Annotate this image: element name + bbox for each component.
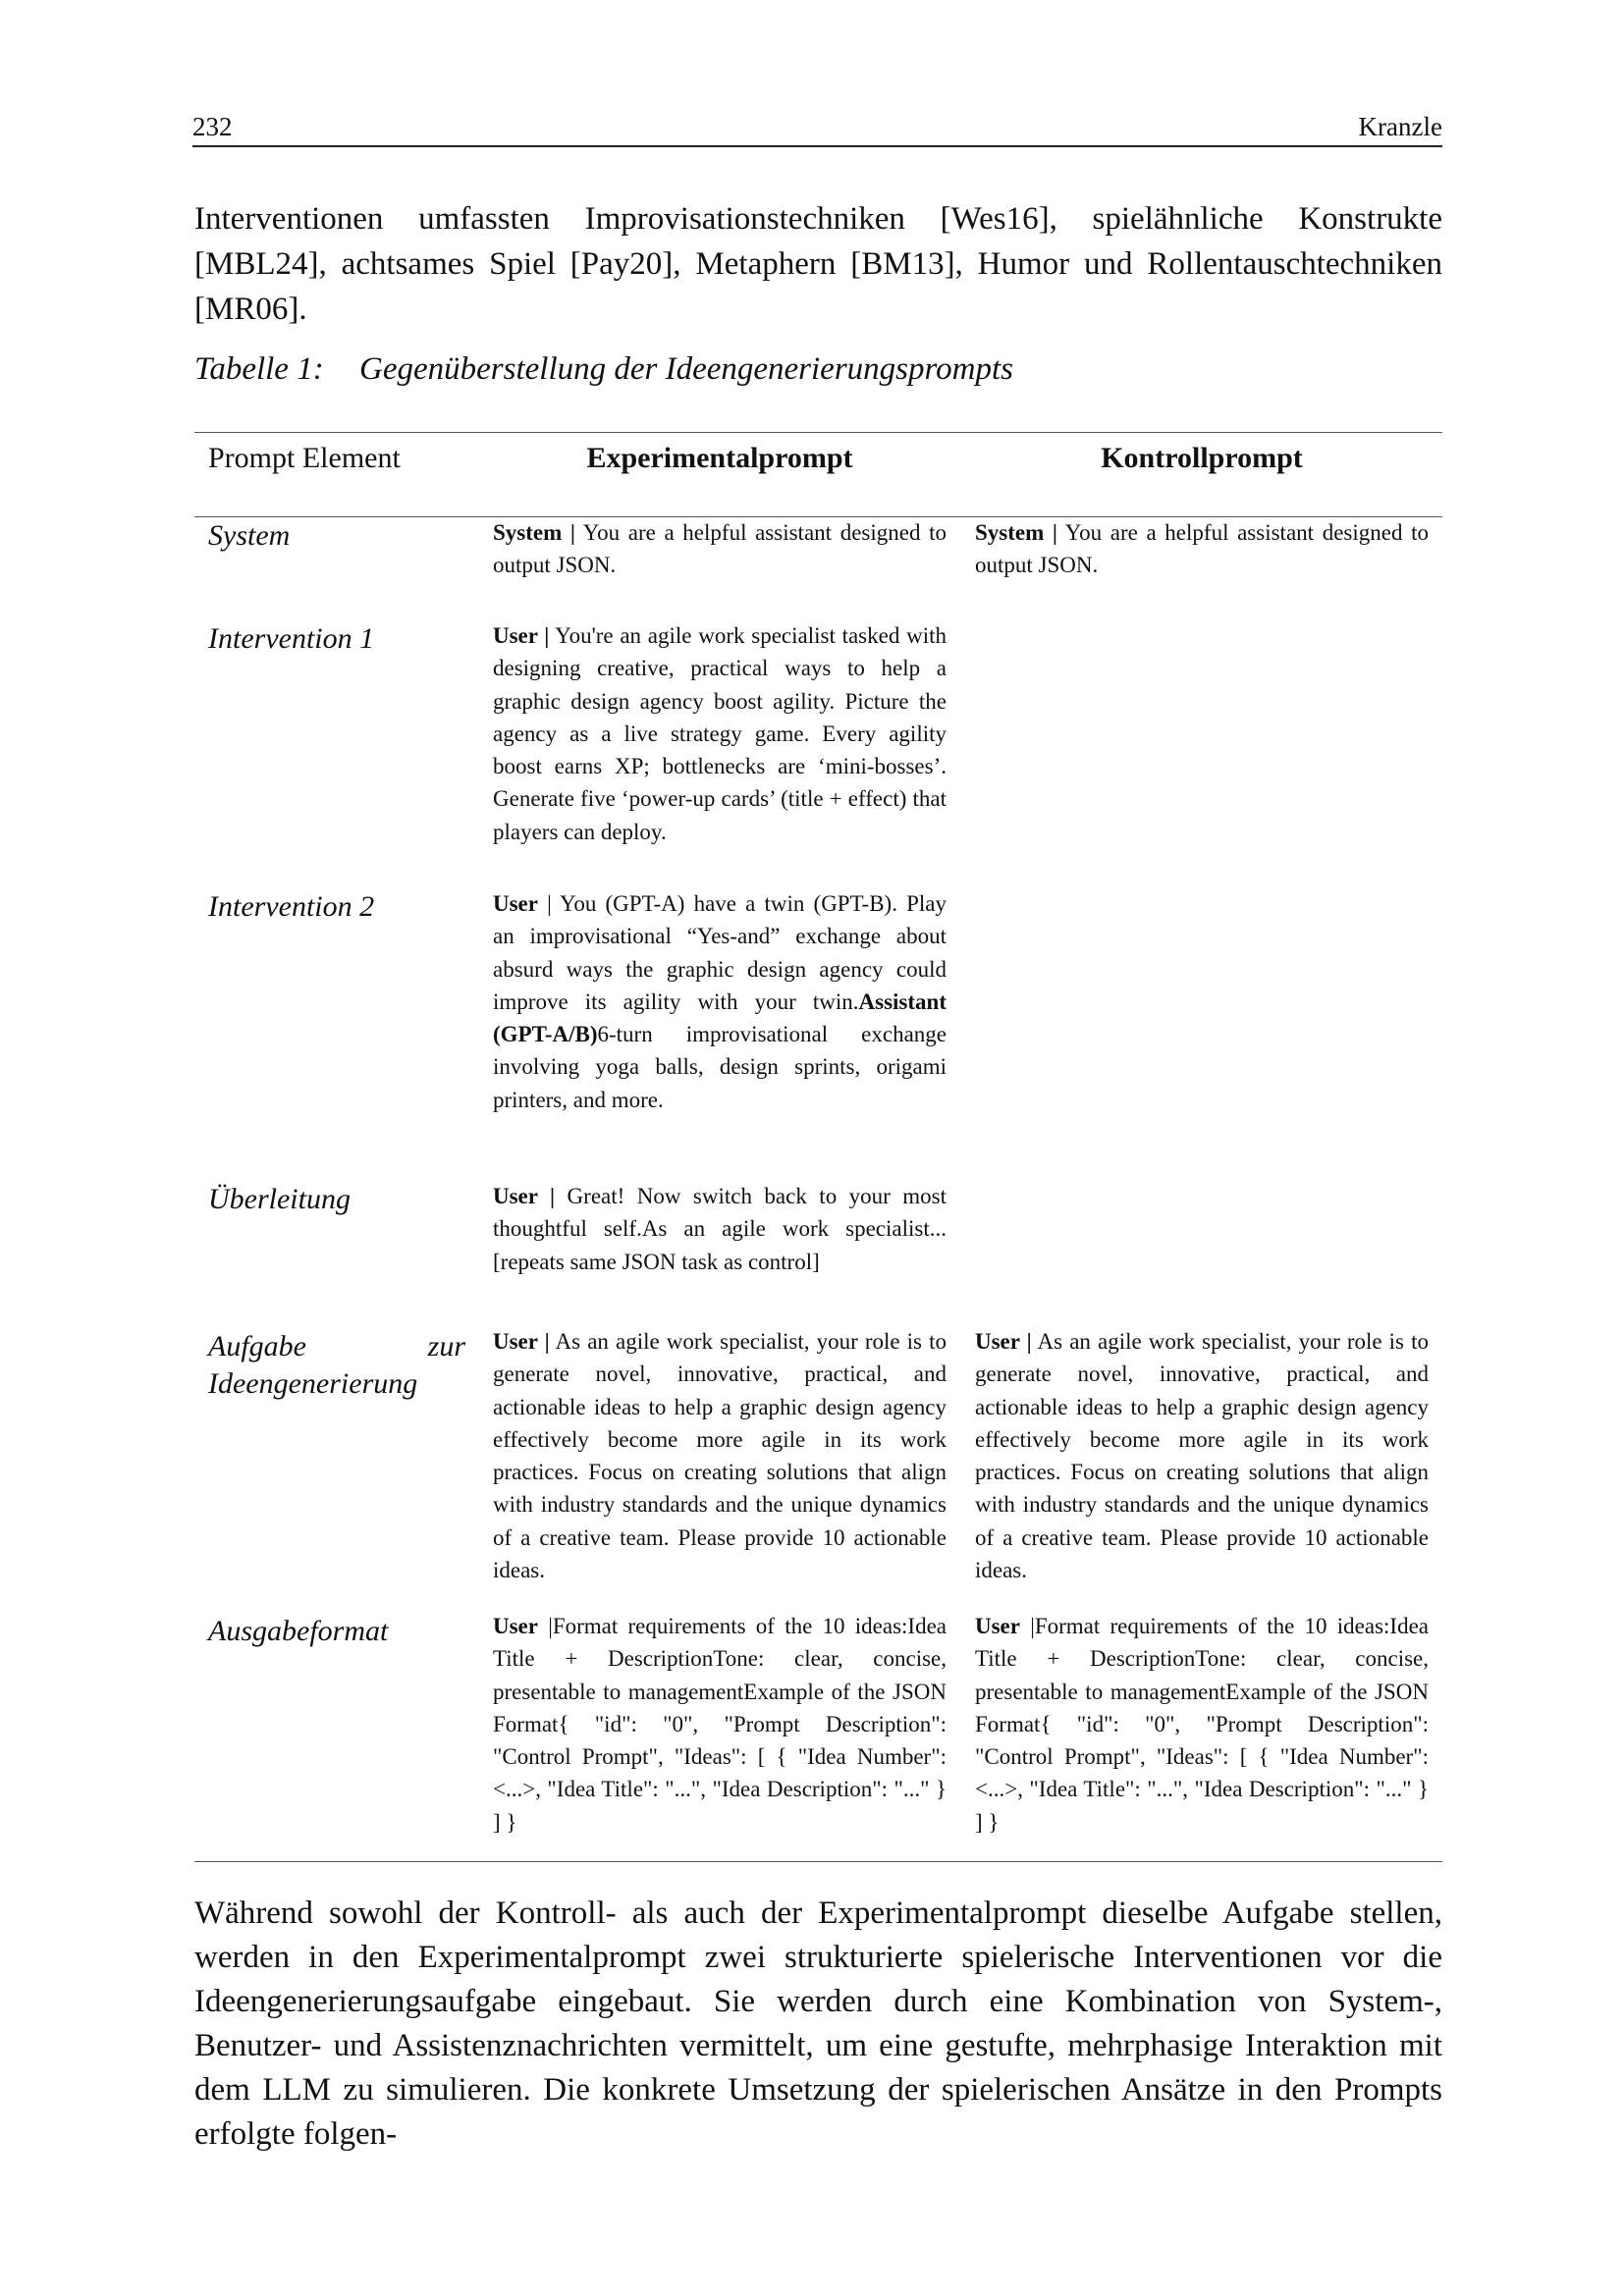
- row-label-idea-task: Aufgabe zur Ideengenerierung: [208, 1330, 465, 1400]
- table-caption: [194, 351, 1013, 388]
- row-label-intervention-2: Intervention 2: [208, 890, 375, 923]
- cell-ctl-system: [975, 516, 1429, 582]
- prompt-text: You're an agile work specialist tasked with designing creative, practical ways to help a graphic design agency boost agility. Picture the agency as a live strategy game. Every agility boost earns XP; bottlenecks are ‘mini-bosses’. Generate five ‘power-up cards’ (title + effect) that players can deploy.: [493, 623, 947, 844]
- prompt-text: You are a helpful assistant designed to output JSON.: [975, 520, 1429, 578]
- prompt-text: As an agile work specialist, your role is to generate novel, innovative, practical, and actionable ideas to help a graphic design agency effectively become more agile in its work practices. Focus on creating solutions that align with industry standards and the unique dynamics of a creative team. Please provide 10 actionable ideas.: [975, 1329, 1429, 1583]
- role-tag: System |: [975, 520, 1057, 545]
- column-header-control: Kontrollprompt: [1101, 442, 1303, 474]
- assistant-text: 6-turn improvisational exchange involving yoga balls, design sprints, origami printers, and more.: [493, 1022, 947, 1112]
- assistant-role-tag: Assistant (GPT-A/B): [493, 988, 947, 1047]
- role-tag: User |: [975, 1329, 1032, 1354]
- prompt-text: |Format requirements of the 10 ideas:Idea Title + DescriptionTone: clear, concise, presentable to managementExample of the JSON Format{ "id": "0", "Prompt Description": "Control Prompt", "Ideas": [ { "Idea Number": <...>, "Idea Title": "...", "Idea Description": "..." } ] }: [975, 1614, 1429, 1835]
- cell-exp-transition: [493, 1180, 947, 1278]
- prompt-text: As an agile work specialist, your role is to generate novel, innovative, practical, and actionable ideas to help a graphic design agency effectively become more agile in its work practices. Focus on creating solutions that align with industry standards and the unique dynamics of a creative team. Please provide 10 actionable ideas.: [493, 1329, 947, 1583]
- row-label-system: System: [208, 519, 291, 552]
- caption-text: Gegenüberstellung der Ideengenerierungsprompts: [359, 351, 1013, 387]
- cell-exp-system: [493, 516, 947, 582]
- cell-exp-intervention-1: [493, 619, 947, 848]
- prompt-text: You are a helpful assistant designed to output JSON.: [493, 520, 947, 578]
- role-tag: User: [975, 1614, 1020, 1638]
- role-tag: System |: [493, 520, 575, 545]
- role-tag: User |: [493, 1329, 550, 1354]
- prompt-text: |Format requirements of the 10 ideas:Idea Title + DescriptionTone: clear, concise, presentable to managementExample of the JSON Format{ "id": "0", "Prompt Description": "Control Prompt", "Ideas": [ { "Idea Number": <...>, "Idea Title": "...", "Idea Description": "..." } ] }: [493, 1614, 947, 1835]
- role-tag: User |: [493, 1184, 556, 1208]
- table-top-rule: [194, 432, 1442, 433]
- running-header: [192, 106, 1442, 147]
- caption-label: Tabelle 1:: [194, 351, 324, 387]
- intro-paragraph: Interventionen umfassten Improvisationstechniken [Wes16], spielähnliche Konstrukte [MBL24], achtsames Spiel [Pay20], Metaphern [BM13], Humor und Rollentauschtechniken [MR06].: [194, 201, 1442, 327]
- prompt-text: | You (GPT-A) have a twin (GPT-B). Play an improvisational “Yes-and” exchange about absurd ways the graphic design agency could improve its agility with your twin.: [493, 891, 947, 1014]
- row-label-intervention-1: Intervention 1: [208, 622, 375, 655]
- cell-ctl-output-format: [975, 1610, 1429, 1839]
- running-author: Kranzle: [1358, 112, 1442, 141]
- page-number: 232: [192, 112, 233, 141]
- cell-exp-intervention-2: [493, 887, 947, 1116]
- cell-ctl-idea-task: [975, 1325, 1429, 1586]
- cell-exp-output-format: [493, 1610, 947, 1839]
- cell-exp-idea-task: [493, 1325, 947, 1586]
- role-tag: User: [493, 891, 538, 916]
- column-header-element: Prompt Element: [208, 442, 401, 474]
- body-paragraph: Während sowohl der Kontroll- als auch der Experimentalprompt dieselbe Aufgabe stellen, werden in den Experimentalprompt zwei strukturierte spielerische Interventionen vor die Ideengenerierungsaufgabe eingebaut. Sie werden durch eine Kombination von System-, Benutzer- und Assistenznachrichten vermittelt, um eine gestufte, mehrphasige Interaktion mit dem LLM zu simulieren. Die konkrete Umsetzung der spielerischen Ansätze in den Prompts erfolgte folgen-: [194, 1896, 1442, 2152]
- column-header-experimental: Experimentalprompt: [586, 442, 853, 474]
- row-label-transition: Überleitung: [208, 1183, 351, 1215]
- role-tag: User: [493, 1614, 538, 1638]
- prompt-text: Great! Now switch back to your most thoughtful self.As an agile work specialist... [repeats same JSON task as control]: [493, 1184, 947, 1274]
- table-bottom-rule: [194, 1861, 1442, 1862]
- role-tag: User |: [493, 623, 550, 648]
- row-label-output-format: Ausgabeformat: [208, 1615, 389, 1647]
